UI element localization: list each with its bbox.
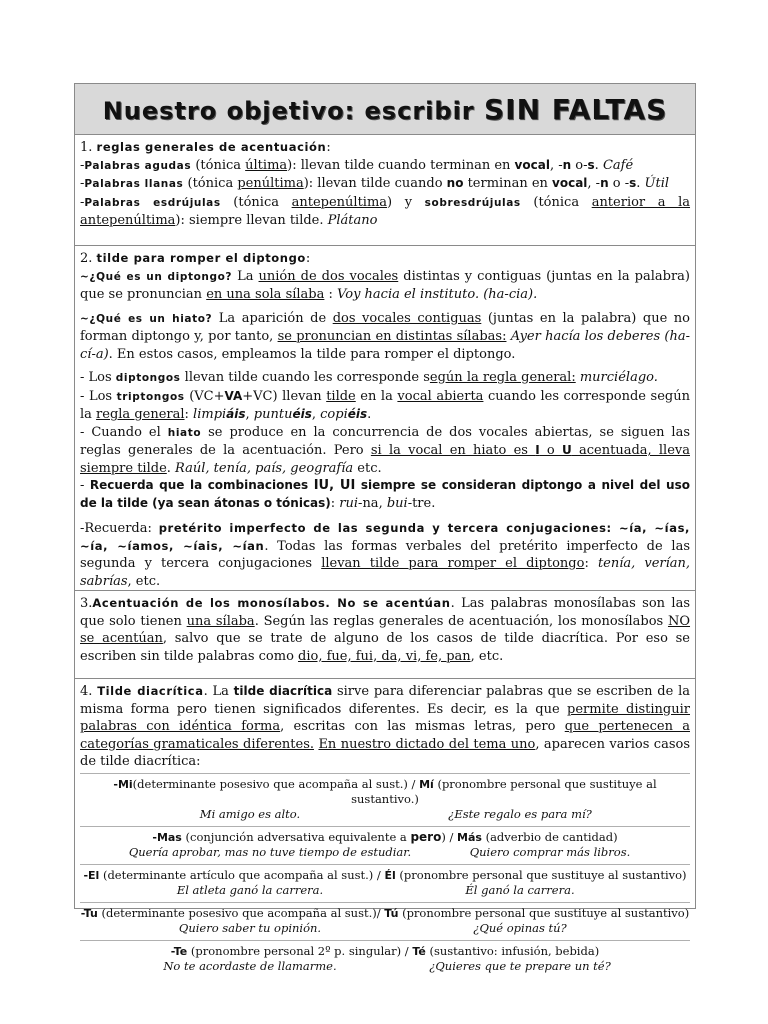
t: pero (410, 829, 442, 844)
t: VA (224, 388, 243, 403)
heading-colon: : (326, 140, 331, 155)
example: ¿Quieres que te prepare un té? (429, 958, 611, 973)
term: Palabras llanas (84, 178, 184, 190)
t: - (80, 176, 85, 191)
t: unión de dos vocales (258, 268, 399, 284)
example: Quería aprobar, mas no tuve tiempo de estudiar. (128, 844, 412, 859)
t: . La (203, 684, 234, 699)
table-row (80, 827, 690, 865)
section-heading (80, 250, 690, 268)
t: - Los (80, 370, 116, 385)
t: egún la regla general: (429, 370, 576, 385)
table-row (80, 774, 690, 827)
heading-text: Acentuación de los monosílabos. No se acentúan (92, 596, 451, 610)
section-number: 4. (80, 684, 93, 699)
term: pretérito imperfecto de las segunda y tercera conjugaciones: ~ía, ~ías, ~ía, ~íamos, ~íais, ~ían (80, 521, 690, 553)
rule-esdrujulas (80, 194, 690, 230)
t: NO se acentúan (80, 613, 691, 646)
t: En nuestro dictado del tema uno (318, 736, 536, 752)
word: Mí (419, 777, 434, 791)
question: ~¿Qué es un diptongo? (80, 270, 233, 283)
diacritic-table (80, 773, 690, 978)
t: , etc. (127, 573, 161, 589)
heading-colon: : (305, 251, 311, 266)
example: éis (347, 407, 368, 421)
section-general-rules (75, 135, 695, 246)
t: acentuada, lleva siempre tilde (80, 443, 690, 476)
t: , aparecen varios casos de tilde diacrítica: (80, 736, 690, 769)
rule-llanas (80, 175, 690, 194)
example: Plátano (327, 213, 378, 228)
example: éis (292, 407, 312, 421)
t: (pronombre personal que sustituye al sustantivo.) (351, 776, 657, 806)
t: vocal (514, 157, 550, 172)
t: , salvo que se trate de alguno de los casos de tilde diacrítica. Por eso se escriben sin tilde palabras como (80, 631, 690, 664)
example: copi (320, 407, 348, 422)
example: limpi (193, 407, 227, 422)
t: . (166, 460, 176, 476)
term: hiato (167, 426, 202, 439)
t: si la vocal en hiato es (370, 443, 536, 458)
t: dos vocales contiguas (332, 310, 482, 326)
t: distintas y contiguas (juntas en la palabra) que se pronuncian (80, 268, 691, 302)
table-row (80, 903, 690, 941)
t: tilde (326, 388, 356, 404)
t: llevan tilde para romper el diptongo (321, 556, 585, 571)
t: etc. (353, 460, 382, 476)
t: ): siempre llevan tilde. (175, 213, 328, 228)
t: . En estos casos, empleamos la tilde para romper el diptongo. (108, 346, 516, 362)
t: (tónica (220, 194, 292, 210)
t: . Todas las formas verbales del pretérito imperfecto de las segunda y tercera conjugaciones (80, 538, 690, 571)
t: - Cuando el (80, 424, 168, 440)
t: , - (549, 157, 563, 173)
title-part-1: Nuestro objetivo: escribir (102, 96, 475, 125)
t: (tónica (183, 176, 238, 191)
example: ¿Qué opinas tú? (473, 920, 567, 935)
t: , etc. (470, 648, 504, 664)
example: Raúl, tenía, país, geografía (175, 460, 354, 476)
heading-text: Tilde diacrítica (97, 684, 204, 698)
t: (VC+ (184, 388, 225, 404)
example: Mi amigo es alto. (199, 806, 301, 821)
title-part-2: SIN FALTAS (483, 92, 668, 126)
t: . Según las reglas generales de acentuación, los monosílabos (254, 613, 668, 629)
t: IU, UI (313, 478, 356, 493)
example: Quiero comprar más libros. (469, 844, 631, 859)
t: ) y (387, 194, 425, 210)
rule-preterito (80, 520, 690, 590)
t: se produce en la concurrencia de dos vocales abiertas, se siguen las reglas generales de la acentuación. Pero (80, 424, 690, 458)
t: o - (608, 176, 630, 191)
t: se pronuncian en distintas sílabas: (277, 329, 507, 344)
example: Él ganó la carrera. (465, 882, 575, 897)
example: rui (339, 495, 359, 511)
t: que pertenecen a categorías gramaticales diferentes. (80, 719, 690, 752)
term: diptongos (115, 372, 181, 384)
rule-iu-ui (80, 477, 690, 512)
section-number: 3. (80, 596, 93, 611)
t: , (311, 407, 321, 422)
t: (pronombre personal que sustituye al sustantivo) (395, 867, 687, 882)
example: Ayer hacía los deberes (ha-cí-a) (80, 329, 690, 362)
word: -Mi (113, 777, 133, 791)
t: : (584, 556, 598, 571)
t: en una sola sílaba (206, 287, 325, 302)
word: Té (412, 944, 426, 958)
t: s (629, 176, 637, 190)
t: - (80, 157, 85, 173)
t: sirve para diferenciar palabras que se escriben de la misma forma pero tienen significados diferentes. Es decir, es la que (80, 684, 690, 717)
example: Voy hacia el instituto. (ha-cia). (337, 287, 538, 302)
section-heading (80, 139, 690, 157)
t: +VC) llevan (242, 388, 327, 404)
t: antepenúltima (291, 194, 388, 210)
t: I (535, 443, 540, 457)
t: (determinante artículo que acompaña al sust.) / (99, 867, 385, 882)
t: - (80, 478, 90, 493)
t: (juntas en la palabra) que no forman diptongo y, por tanto, (80, 310, 691, 344)
question: ~¿Qué es un hiato? (80, 312, 213, 325)
t: -tre. (407, 495, 436, 511)
rule-triptongos (80, 388, 690, 424)
t: vocal abierta (397, 388, 484, 404)
t: tilde diacrítica (233, 684, 333, 698)
term: triptongos (116, 390, 185, 403)
t: . (636, 176, 645, 191)
t: no (446, 176, 464, 190)
t: . (594, 157, 603, 173)
table-row (80, 865, 690, 903)
t: . Las palabras monosílabas son las que solo tienen (80, 596, 690, 629)
t: -na, (358, 495, 387, 511)
rule-diptongos (80, 369, 690, 388)
t: (conjunción adversativa equivalente a (181, 829, 411, 844)
example: áis (226, 407, 246, 421)
example: Café (602, 157, 634, 173)
t: terminan en (463, 176, 553, 191)
worksheet (74, 83, 696, 973)
section-tilde-diacritica (75, 679, 695, 980)
t: permite distinguir palabras con idéntica forma (80, 701, 690, 734)
word: Él (384, 868, 396, 882)
word: -El (83, 868, 100, 882)
t: (determinante posesivo que acompaña al sust.)/ (97, 905, 385, 920)
t: U (562, 443, 572, 457)
t: (tónica (520, 194, 592, 210)
t: o- (571, 157, 588, 173)
t: en la (355, 388, 398, 404)
word: Más (457, 830, 482, 844)
t: o (539, 443, 562, 458)
section-diptongo (75, 246, 695, 591)
t: : (324, 287, 338, 302)
title-band (75, 84, 695, 135)
t: vocal (552, 176, 588, 190)
definition-diptongo (80, 268, 690, 304)
page-title (103, 93, 668, 126)
word: Tú (384, 906, 399, 920)
t: , (245, 407, 254, 422)
t: , - (587, 176, 601, 191)
rule-agudas (80, 157, 690, 176)
t: . (367, 407, 372, 422)
section-number: 1. (80, 140, 93, 155)
section-number: 2. (80, 251, 93, 266)
example: Quiero saber tu opinión. (178, 920, 322, 935)
term: Palabras esdrújulas (84, 196, 221, 209)
t: dio, fue, fui, da, vi, fe, pan (298, 648, 471, 664)
t: n (562, 157, 572, 172)
t: n (600, 176, 609, 190)
t: ) / (441, 829, 458, 844)
section-intro (80, 683, 690, 771)
definition-hiato (80, 310, 690, 364)
example: tenía, verían, sabrías (80, 556, 691, 589)
t: siempre se consideran diptongo a nivel del uso de la tilde (ya sean átonas o tónicas) (80, 478, 690, 510)
example: ¿Este regalo es para mí? (448, 806, 592, 821)
section-monosilabos (75, 591, 695, 679)
t: cuando les corresponde según la (80, 388, 690, 422)
t: : (184, 407, 194, 422)
example: murciélago. (579, 370, 658, 385)
t: (sustantivo: infusión, bebida) (425, 943, 600, 958)
t: ): llevan tilde cuando (303, 176, 447, 191)
t: llevan tilde cuando les corresponde s (180, 370, 430, 385)
t: (pronombre personal 2º p. singular) / (187, 943, 413, 958)
table-row (80, 941, 690, 978)
t: (tónica (191, 157, 246, 173)
t: - (80, 194, 85, 210)
word: -Te (170, 944, 188, 958)
word: -Mas (152, 830, 182, 844)
t: penúltima (237, 176, 304, 191)
rule-hiato (80, 424, 690, 478)
t: - Los (80, 388, 117, 404)
t: La aparición de (212, 310, 333, 326)
t: Recuerda que la combinaciones (89, 478, 314, 492)
t: regla general (96, 407, 185, 422)
term: Palabras agudas (84, 159, 192, 172)
word: -Tu (80, 906, 98, 920)
t: última (245, 157, 288, 173)
example: Útil (644, 176, 670, 191)
t: , escritas con las mismas letras, pero (280, 719, 565, 734)
example: No te acordaste de llamarme. (163, 958, 337, 973)
example: puntu (253, 407, 293, 422)
term: sobresdrújulas (424, 196, 521, 209)
heading-text: tilde para romper el diptongo (96, 251, 306, 265)
t: (adverbio de cantidad) (481, 829, 618, 844)
t: una sílaba (186, 613, 255, 629)
t: : (330, 495, 340, 511)
t: anterior a la antepenúltima (80, 194, 691, 228)
t: -Recuerda: (80, 521, 159, 536)
heading-text: reglas generales de acentuación (96, 140, 327, 154)
t: (pronombre personal que sustituye al sustantivo) (398, 905, 690, 920)
t: ): llevan tilde cuando terminan en (287, 157, 515, 173)
example: bui (386, 495, 408, 511)
t: (determinante posesivo que acompaña al sust.) / (132, 776, 420, 791)
t: La (232, 268, 259, 284)
example: El atleta ganó la carrera. (176, 882, 324, 897)
t: s (587, 157, 595, 172)
